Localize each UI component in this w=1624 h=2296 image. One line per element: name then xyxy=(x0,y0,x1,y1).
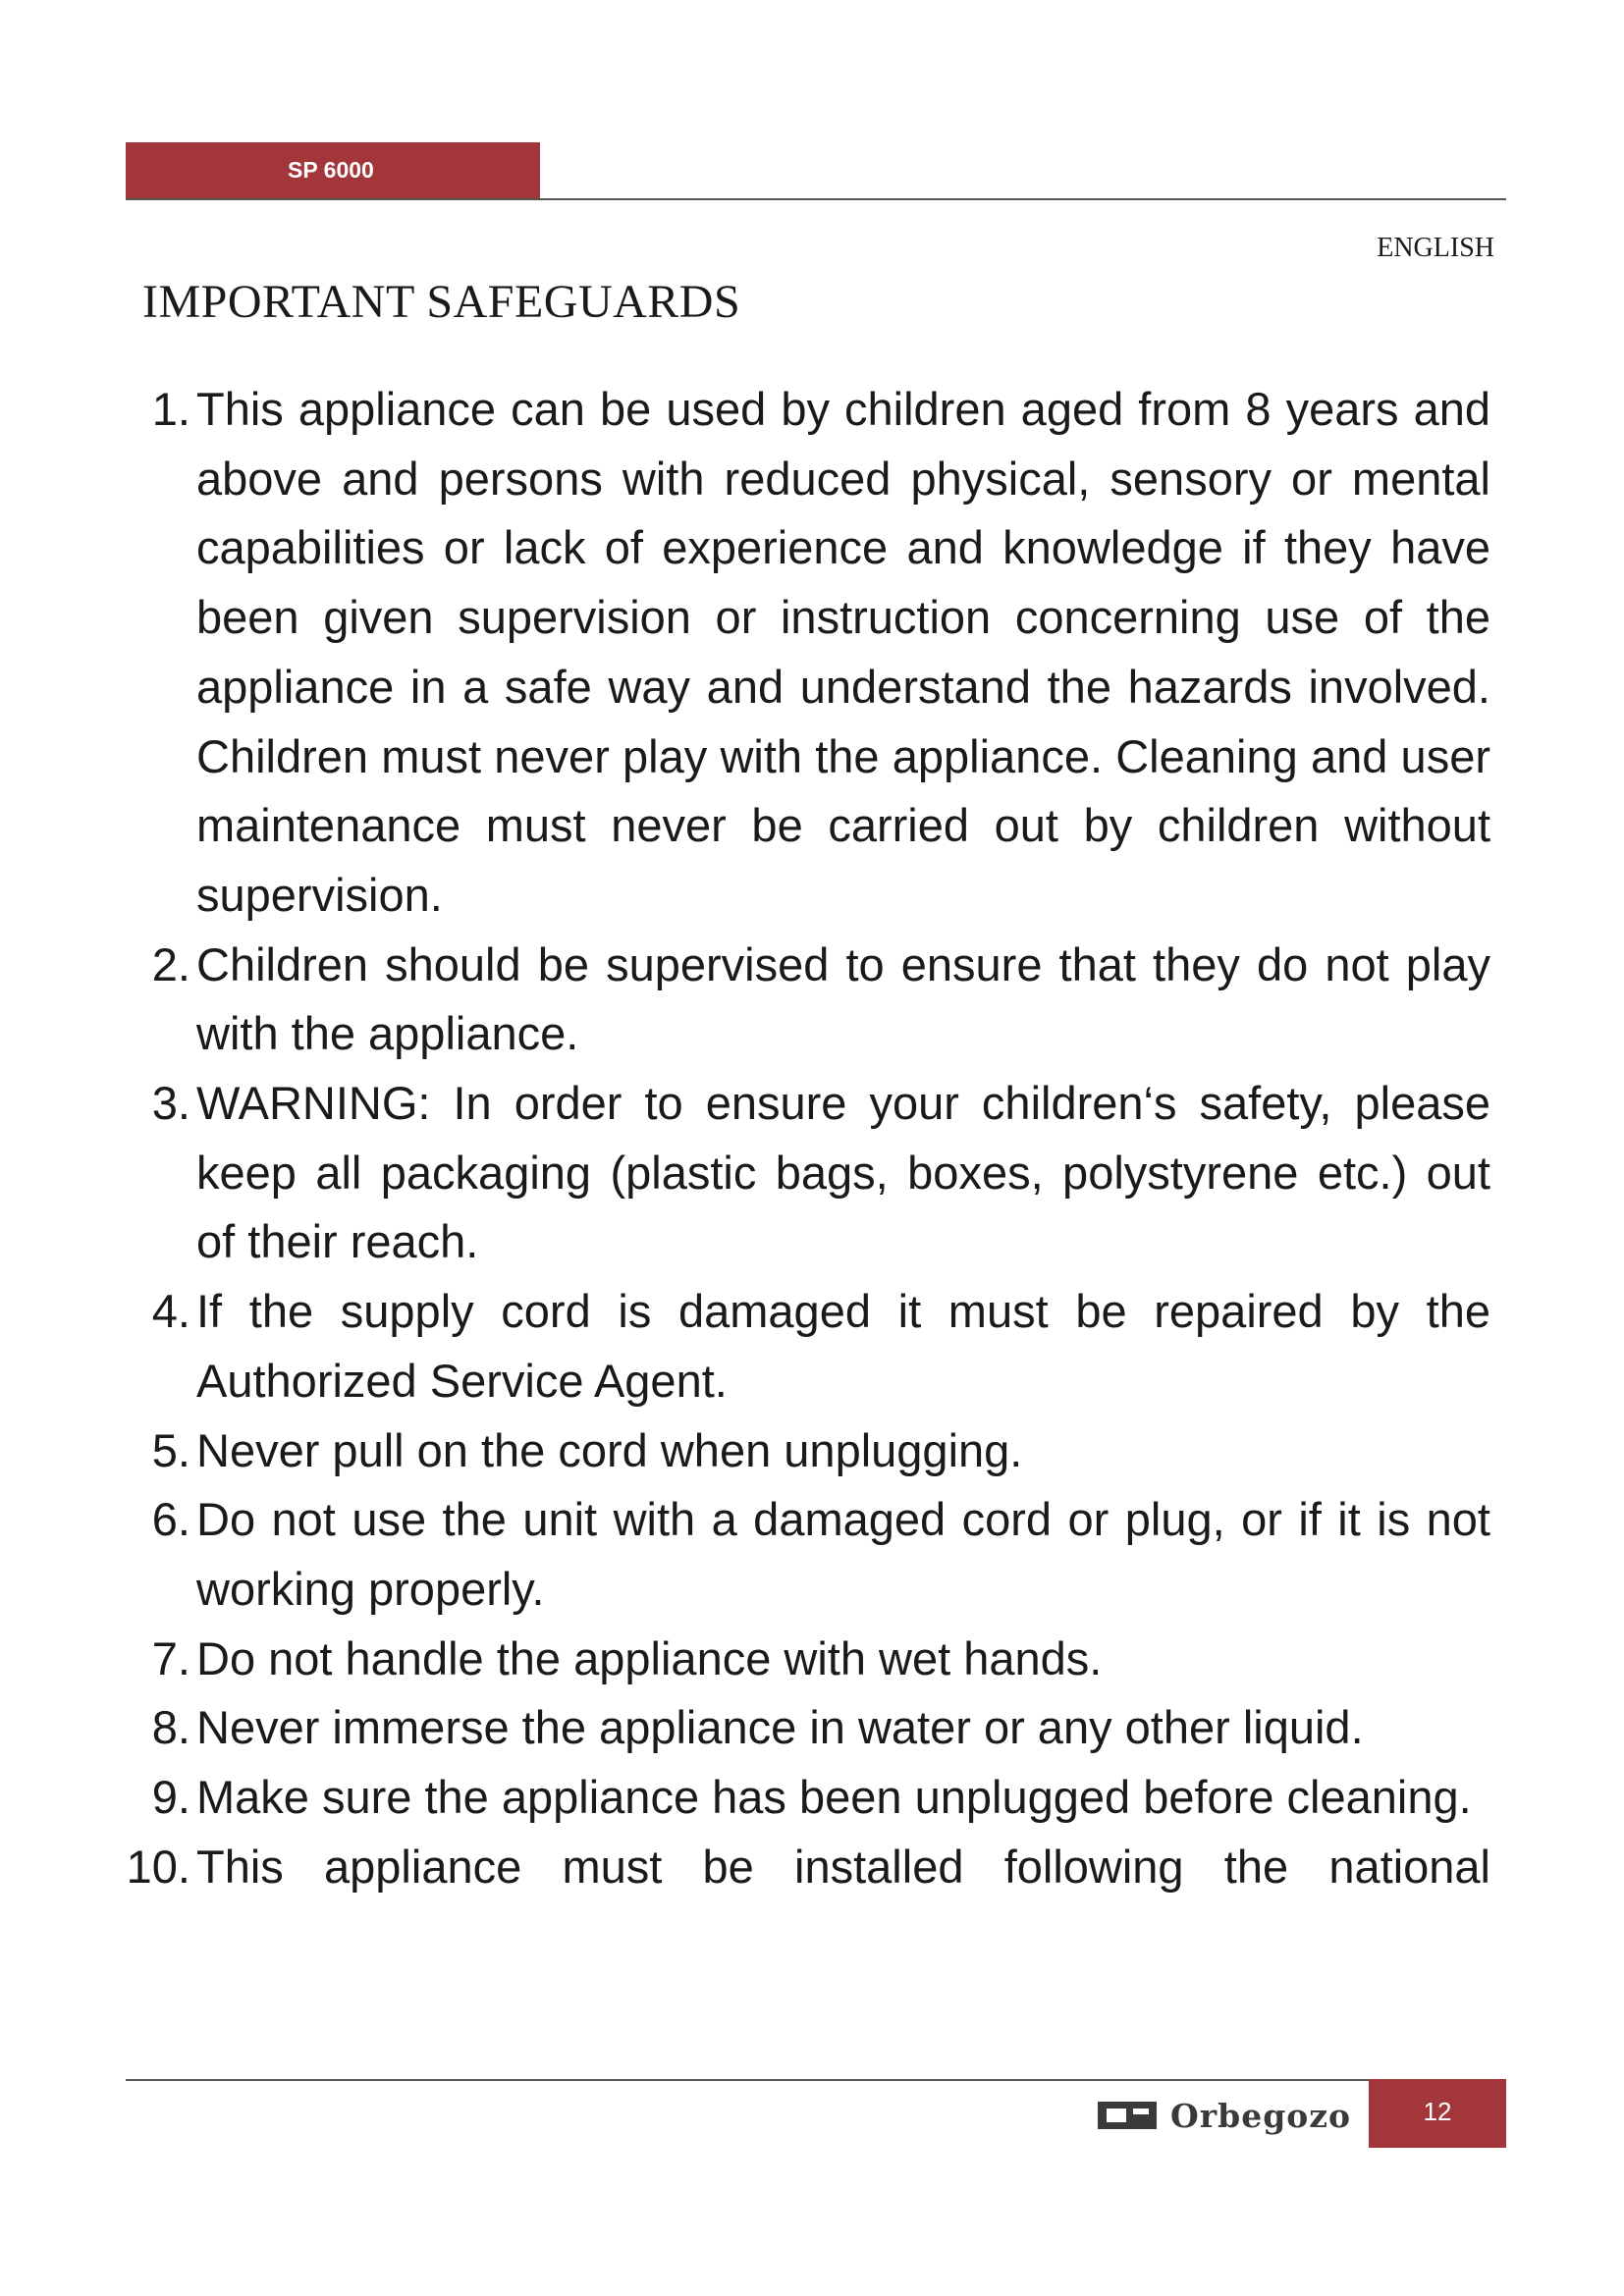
item-number: 9. xyxy=(151,1771,190,1824)
item-number: 2. xyxy=(151,937,190,990)
item-number: 6. xyxy=(151,1493,190,1546)
list-item-9 xyxy=(112,1763,1492,1833)
list-item-8 xyxy=(112,1693,1492,1763)
item-number: 7. xyxy=(151,1631,190,1684)
item-number: 8. xyxy=(151,1701,190,1754)
item-number: 1. xyxy=(151,383,190,435)
item-number: 4. xyxy=(151,1285,190,1338)
item-text: Children should be supervised to ensure that they do not play with the appliance. xyxy=(196,937,1490,1060)
brand-logo xyxy=(1098,2093,1351,2138)
item-text: Do not handle the appliance with wet hands. xyxy=(196,1631,1103,1684)
item-number: 5. xyxy=(151,1423,190,1476)
item-text: Never pull on the cord when unplugging. xyxy=(196,1423,1023,1476)
list-item-6 xyxy=(112,1485,1492,1624)
list-item-3 xyxy=(112,1069,1492,1277)
footer-divider xyxy=(126,2079,1506,2081)
list-item-5 xyxy=(112,1416,1492,1486)
list-item-4 xyxy=(112,1277,1492,1415)
list-item-2 xyxy=(112,931,1492,1069)
model-label: SP 6000 xyxy=(288,157,374,183)
item-number: 10. xyxy=(126,1840,190,1893)
item-text: Never immerse the appliance in water or any other liquid. xyxy=(196,1701,1364,1754)
item-number: 3. xyxy=(151,1077,190,1130)
safeguards-list xyxy=(112,375,1492,1901)
brand-name: Orbegozo xyxy=(1170,2096,1352,2135)
item-text: Make sure the appliance has been unplugged before cleaning. xyxy=(196,1771,1472,1824)
list-item-7 xyxy=(112,1625,1492,1694)
item-text: Do not use the unit with a damaged cord or plug, or if it is not working properly. xyxy=(196,1493,1490,1615)
cg-logo-icon xyxy=(1098,2102,1157,2129)
language-label: ENGLISH xyxy=(1377,233,1494,263)
section-title: IMPORTANT SAFEGUARDS xyxy=(142,276,741,328)
page-number: 12 xyxy=(1369,2079,1506,2148)
header-divider xyxy=(126,198,1506,200)
list-item-10 xyxy=(112,1833,1492,1902)
item-text: WARNING: In order to ensure your children‘s safety, please keep all packaging (plastic bags, boxes, polystyrene etc.) out of their reach. xyxy=(196,1077,1490,1268)
list-item-1 xyxy=(112,375,1492,931)
item-text: This appliance can be used by children aged from 8 years and above and persons with reduced physical, sensory or mental capabilities or lack of experience and knowledge if they have been given supervision or instruction concerning use of the appliance in a safe way and understand the hazards involved. Children must never play with the appliance. Cleaning and user maintenance must never be carried out by children without supervision. xyxy=(196,383,1490,921)
item-text: This appliance must be installed following the national xyxy=(196,1840,1490,1893)
header-model-tab xyxy=(126,142,540,198)
item-text: If the supply cord is damaged it must be repaired by the Authorized Service Agent. xyxy=(196,1285,1490,1407)
